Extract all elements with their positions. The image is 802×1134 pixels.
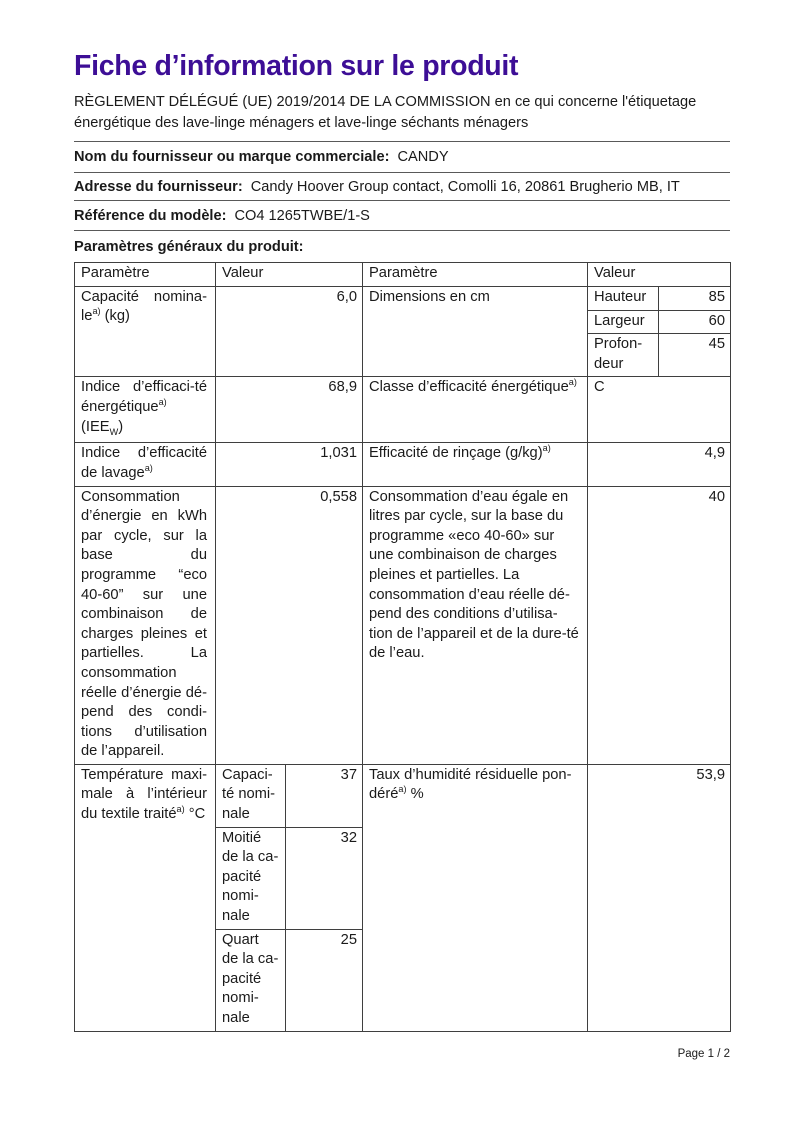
value-cell-humidite: 53,9: [588, 764, 731, 1031]
param-cell-humidite: Taux d’humidité résiduelle pon-déré$^{a)}$ %: [363, 764, 588, 1031]
value-cell-iee: 68,9: [216, 377, 363, 443]
supplier-info-section: [74, 141, 730, 262]
value-cell-consommation-eau: 40: [588, 486, 731, 764]
header-valeur-1: Valeur: [216, 263, 363, 287]
temp-label-quart: Quart de la ca-pacité nomi-nale: [216, 929, 286, 1031]
param-cell-iee: Indice d’efficaci-té énergétique$^{a)}$ $(IEE_W)$: [75, 377, 216, 443]
header-valeur-2: Valeur: [588, 263, 731, 287]
temp-value-capacite-nominale: 37: [286, 764, 363, 827]
row-indice-lavage: [75, 443, 731, 486]
model-reference-label: Référence du modèle:: [74, 207, 227, 224]
row-temperature-maximale: [75, 764, 731, 827]
value-cell-lavage: 1,031: [216, 443, 363, 486]
temp-label-capacite-nominale: Capaci-té nomi-nale: [216, 764, 286, 827]
header-parametre-2: Paramètre: [363, 263, 588, 287]
row-indice-efficacite-energetique: [75, 377, 731, 443]
general-parameters-heading: Paramètres généraux du produit:: [74, 238, 304, 255]
param-cell-consommation-energie: Consommation d’énergie en kWh par cycle, sur la base du programme “eco 40-60” sur une combinaison de charges pleines et partielles. La consommation réelle d’énergie dé-pend des condi-tions d’utilisation de l’appareil.: [75, 486, 216, 764]
value-cell-capacite: 6,0: [216, 286, 363, 377]
regulation-subtitle: RÈGLEMENT DÉLÉGUÉ (UE) 2019/2014 DE LA COMMISSION en ce qui concerne l'étiquetage énergétique des lave-linge ménagers et lave-linge séchants ménagers: [74, 94, 697, 131]
supplier-address-row: [74, 173, 730, 201]
temp-label-moitie: Moitié de la ca-pacité nomi-nale: [216, 827, 286, 929]
supplier-address-label: Adresse du fournisseur:: [74, 178, 243, 195]
value-cell-classe-energetique: C: [588, 377, 731, 443]
temp-value-moitie: 32: [286, 827, 363, 929]
param-cell-consommation-eau: Consommation d’eau égale en litres par cycle, sur la base du programme «eco 40-60» sur une combinaison de charges pleines et partielles. La consommation d’eau réelle dé-pend des conditions d’utilisa-tion de l’appareil et de la dure-té de l’eau.: [363, 486, 588, 764]
param-cell-classe-energetique: Classe d’efficacité énergétique$^{a)}$: [363, 377, 588, 443]
supplier-name-row: [74, 142, 730, 173]
value-cell-consommation-energie: 0,558: [216, 486, 363, 764]
page-content: [74, 0, 730, 1032]
dim-label-profondeur: Profon-deur: [588, 334, 659, 377]
temp-value-quart: 25: [286, 929, 363, 1031]
header-parametre-1: Paramètre: [75, 263, 216, 287]
page-number: Page 1 / 2: [677, 1048, 730, 1060]
dim-label-largeur: Largeur: [588, 310, 659, 334]
dim-value-hauteur: 85: [659, 286, 731, 310]
param-cell-temperature: Température maxi-male à l’intérieur du textile traité$^{a)}$ °C: [75, 764, 216, 1031]
dim-label-hauteur: Hauteur: [588, 286, 659, 310]
table-header-row: [75, 263, 731, 287]
parameters-table: [74, 262, 731, 1032]
supplier-name-value: CANDY: [397, 149, 449, 165]
general-parameters-heading-row: [74, 231, 730, 262]
dim-value-largeur: 60: [659, 310, 731, 334]
row-capacite-nominale: [75, 286, 731, 310]
supplier-name-label: Nom du fournisseur ou marque commerciale:: [74, 149, 390, 165]
param-cell-lavage: Indice d’efficacité de lavage$^{a)}$: [75, 443, 216, 486]
param-cell-capacite: Capacité nomina-$le^{a)}$ (kg): [75, 286, 216, 377]
row-consommation: [75, 486, 731, 764]
value-cell-rincage: 4,9: [588, 443, 731, 486]
model-reference-row: [74, 201, 730, 231]
param-cell-dimensions: Dimensions en cm: [363, 286, 588, 377]
model-reference-value: CO4 1265TWBE/1-S: [234, 207, 370, 224]
supplier-address-value: Candy Hoover Group contact, Comolli 16, 20861 Brugherio MB, IT: [250, 178, 680, 195]
dim-value-profondeur: 45: [659, 334, 731, 377]
page-title: Fiche d’information sur le produit: [74, 50, 519, 82]
param-cell-rincage: Efficacité de rinçage $(g/kg)^{a)}$: [363, 443, 588, 486]
